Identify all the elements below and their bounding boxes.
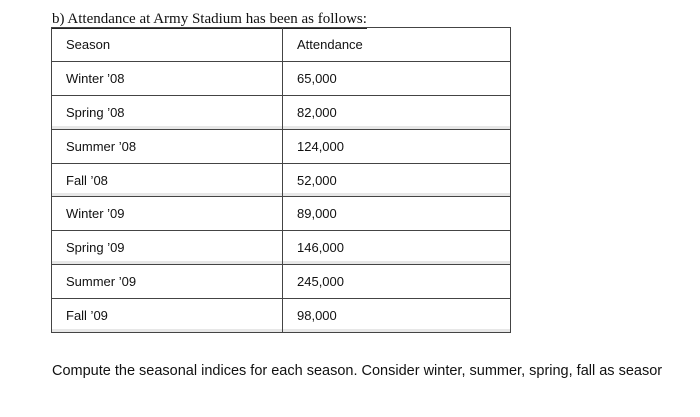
season-cell: Summer ’08: [52, 129, 283, 163]
attendance-cell: 245,000: [283, 265, 511, 299]
attendance-cell: 52,000: [283, 163, 511, 197]
season-cell: Fall ’09: [52, 299, 283, 333]
table-header-row: [52, 28, 511, 62]
problem-heading: b) Attendance at Army Stadium has been as follows:: [52, 11, 367, 27]
table-row: [52, 265, 511, 299]
season-cell: Winter ’08: [52, 61, 283, 95]
attendance-cell: 124,000: [283, 129, 511, 163]
table-row: [52, 95, 511, 129]
table-row: [52, 231, 511, 265]
attendance-column-header: Attendance: [283, 28, 511, 62]
attendance-cell: 98,000: [283, 299, 511, 333]
season-column-header: Season: [52, 28, 283, 62]
attendance-table: [51, 27, 511, 333]
attendance-cell: 89,000: [283, 197, 511, 231]
table-row: [52, 61, 511, 95]
attendance-cell: 82,000: [283, 95, 511, 129]
table-row: [52, 129, 511, 163]
season-cell: Fall ’08: [52, 163, 283, 197]
table-row: [52, 197, 511, 231]
season-cell: Spring ’09: [52, 231, 283, 265]
question-text: Compute the seasonal indices for each season. Consider winter, summer, spring, fall as seasor: [52, 363, 663, 379]
attendance-cell: 65,000: [283, 61, 511, 95]
table-row: [52, 299, 511, 333]
season-cell: Summer ’09: [52, 265, 283, 299]
attendance-cell: 146,000: [283, 231, 511, 265]
table-row: [52, 163, 511, 197]
season-cell: Spring ’08: [52, 95, 283, 129]
season-cell: Winter ’09: [52, 197, 283, 231]
